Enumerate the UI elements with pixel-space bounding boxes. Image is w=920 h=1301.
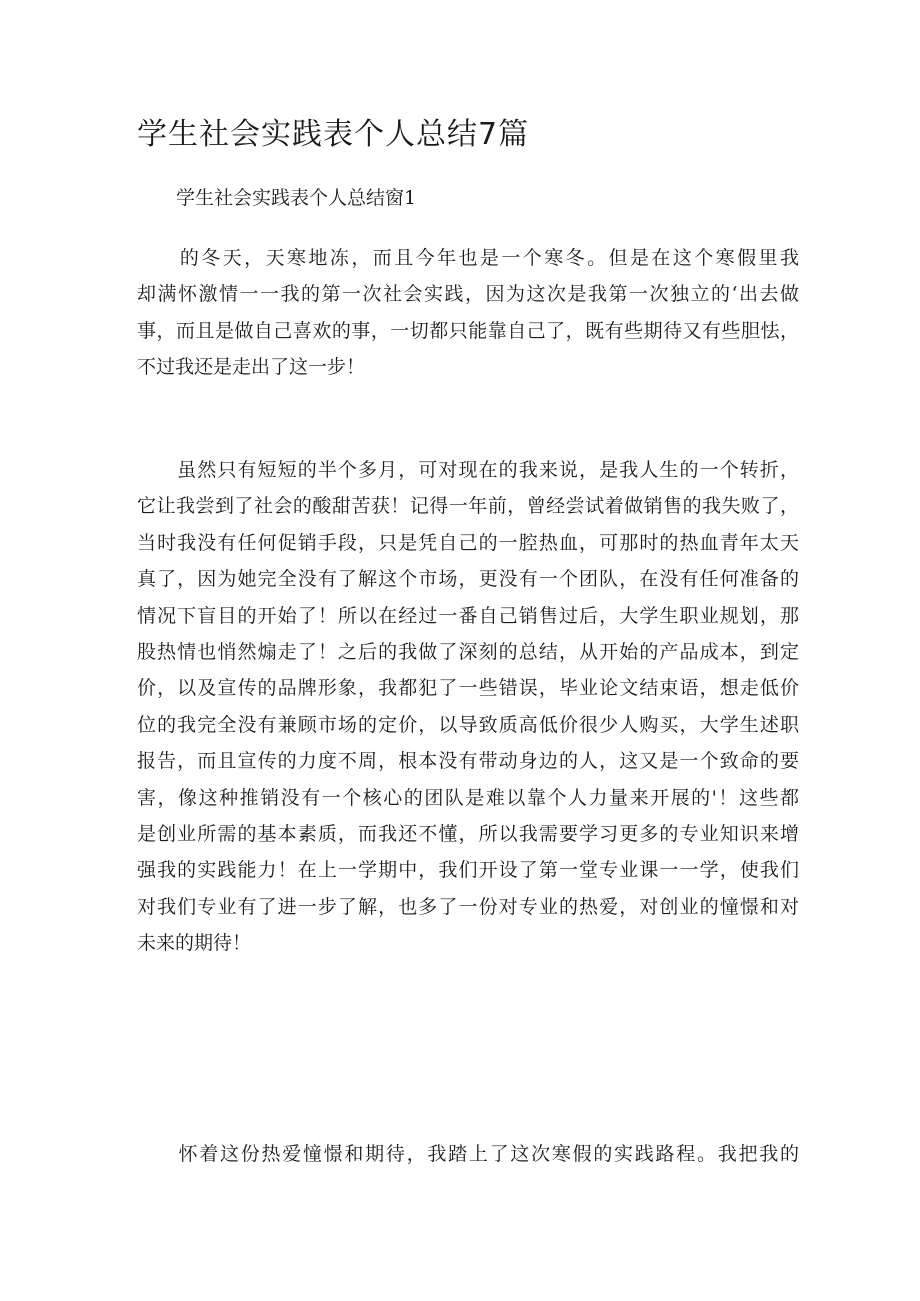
paragraph-line: 对我们专业有了进一步了解，也多了一份对专业的热爱，对创业的憧憬和对 (137, 895, 799, 918)
paragraph-line: 却满怀激情一一我的第一次社会实践，因为这次是我第一次独立的‘出去做 (137, 283, 799, 306)
section-heading: 学生社会实践表个人总结窗1 (176, 187, 417, 209)
paragraph-line: 价，以及宣传的品牌形象，我都犯了一些错误，毕业论文结束语，想走低价 (137, 677, 799, 700)
document-title: 学生社会实践表个人总结7篇 (137, 117, 530, 152)
paragraph-line: 怀着这份热爱憧憬和期待，我踏上了这次寒假的实践路程。我把我的 (137, 1143, 799, 1165)
paragraph-line: 位的我完全没有兼顾市场的定价，以导致质高低价很少人购买，大学生述职 (137, 713, 799, 736)
paragraph-1 (137, 240, 799, 386)
paragraph-line: 强我的实践能力！在上一学期中，我们开设了第一堂专业课一一学，使我们 (137, 859, 799, 882)
paragraph-line: 情况下盲目的开始了！所以在经过一番自己销售过后，大学生职业规划，那 (137, 604, 799, 627)
paragraph-2 (137, 452, 799, 962)
paragraph-line: 的冬天，天寒地冻，而且今年也是一个寒冬。但是在这个寒假里我 (137, 247, 799, 269)
paragraph-line: 不过我还是走出了这一步！ (137, 356, 366, 379)
paragraph-line: 是创业所需的基本素质，而我还不懂，所以我需要学习更多的专业知识来增 (137, 823, 799, 846)
paragraph-line: 当时我没有任何促销手段，只是凭自己的一腔热血，可那时的热血青年太天 (137, 531, 799, 554)
paragraph-line: 股热情也悄然煽走了！之后的我做了深刻的总结，从开始的产品成本，到定 (137, 641, 799, 664)
paragraph-line: 未来的期待！ (137, 932, 252, 955)
paragraph-3 (137, 1136, 799, 1172)
paragraph-line: 害，像这种推销没有一个核心的团队是难以靠个人力量来开展的'！这些都 (137, 786, 799, 809)
paragraph-line: 虽然只有短短的半个多月，可对现在的我来说，是我人生的一个转折， (137, 459, 799, 481)
paragraph-line: 事，而且是做自己喜欢的事，一切都只能靠自己了，既有些期待又有些胆怯， (137, 319, 799, 342)
paragraph-line: 报告，而且宣传的力度不周，根本没有带动身边的人，这又是一个致命的要 (137, 750, 799, 773)
paragraph-line: 它让我尝到了社会的酸甜苦获！记得一年前，曾经尝试着做销售的我失败了， (137, 495, 799, 518)
paragraph-line: 真了，因为她完全没有了解这个市场，更没有一个团队，在没有任何准备的 (137, 568, 799, 591)
